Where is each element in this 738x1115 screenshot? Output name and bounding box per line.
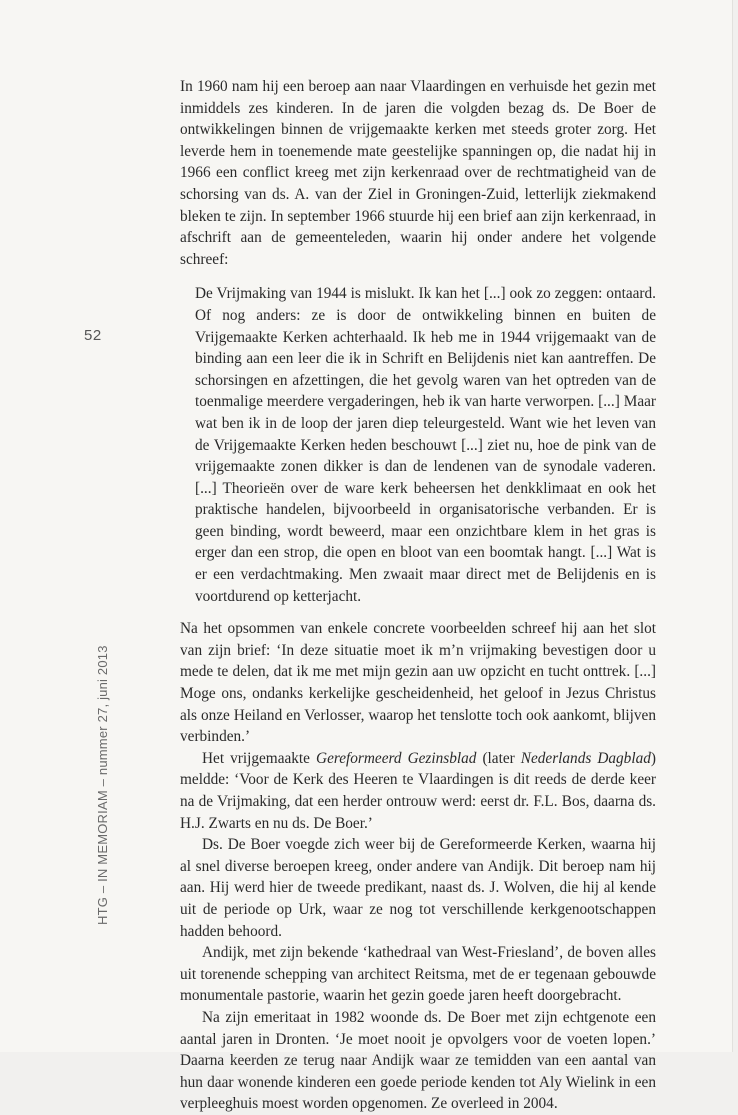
p3-text-a: Het vrijgemaakte — [202, 749, 317, 767]
publication-title-later: Nederlands Dagblad — [520, 749, 651, 767]
paragraph-letter-end: Na het opsommen van enkele concrete voorbeelden schreef hij aan het slot van zijn brief: ‘In deze situatie moet ik m’n vrijmaking bevestigen door u mede te delen, dat ik me met mijn gezin aan uw opzicht en tucht onttrek. [...] Moge ons, ondanks kerkelijke gescheidenheid, het geloof in Jezus Christus als onze Heiland en Verlosser, waarop het tenslotte toch ook aankomt, blijven verbinden.’ — [180, 620, 656, 746]
paragraph-andijk-church: Andijk, met zijn bekende ‘kathedraal van West-Friesland’, de boven alles uit torenende schepping van architect Reitsma, met de er tegenaan gebouwde monumentale pastorie, waarin het gezin goede jaren heeft doorgebracht. — [180, 944, 656, 1005]
page-number: 52 — [84, 327, 102, 344]
paragraph-gezinsblad — [180, 748, 656, 834]
block-quote: De Vrijmaking van 1944 is mislukt. Ik kan het [...] ook zo zeggen: ontaard. Of nog anders: ze is door de ontwikkeling binnen en buiten de Vrijgemaakte Kerken achterhaald. Ik heb me in 1944 vrijgemaakt van de binding aan een leer die ik in Schrift en Belijdenis niet kan aantreffen. De schorsingen en afzettingen, die het gevolg waren van het optreden van de toenmalige meerdere vergaderingen, heb ik van harte verworpen. [...] Maar wat ben ik in de loop der jaren diep teleurgesteld. Want wie het leven van de Vrijgemaakte Kerken heden beschouwt [...] ziet nu, hoe de pink van de vrijgemaakte zonen dikker is dan de lendenen van de synodale vaderen. [...] Theorieën over de ware kerk beheersen het denkklimaat en ook het praktische handelen, bijvoorbeeld in organisatorische verbanden. Er is geen binding, wordt beweerd, maar een onzichtbare klem in het gras is erger dan een strop, die open en bloot van een boomtak hangt. [...] Wat is er een verdachtmaking. Men zwaait maar direct met de Belijdenis en is voortdurend op ketterjacht. — [195, 285, 656, 605]
p3-text-c: ) meldde: ‘Voor de Kerk des Heeren te Vlaardingen is dit reeds de derde keer na de Vrijmaking, dat een herder ontrouw werd: eerst dr. F.L. Bos, daarna ds. H.J. Zwarts en nu ds. De Boer.’ — [180, 749, 656, 832]
running-head: HTG – IN MEMORIAM – nummer 27, juni 2013 — [95, 645, 110, 925]
paragraph-emeritus: Na zijn emeritaat in 1982 woonde ds. De Boer met zijn echtgenote een aantal jaren in Dronten. ‘Je moet nooit je opvolgers voor de voeten lopen.’ Daarna keerden ze terug naar Andijk waar ze temidden van een aantal van hun daar wonende kinderen een goede periode kenden tot Aly Wielink in een verpleeghuis moest worden opgenomen. Ze overleed in 2004. — [180, 1008, 656, 1113]
publication-title: Gereformeerd Gezinsblad — [316, 749, 477, 767]
paragraph-intro: In 1960 nam hij een beroep aan naar Vlaardingen en verhuisde het gezin met inmiddels zes kinderen. In de jaren die volgden bezag ds. De Boer de ontwikkelingen binnen de vrijgemaakte kerken met steeds groter zorg. Het leverde hem in toenemende mate geestelijke spanningen op, die nadat hij in 1966 een conflict kreeg met zijn kerkenraad over de rechtmatigheid van de schorsing van ds. A. van der Ziel in Groningen-Zuid, letterlijk ziekmakend bleken te zijn. In september 1966 stuurde hij een brief aan zijn kerkenraad, in afschrift aan de gemeenteleden, waarin hij onder andere het volgende schreef: — [180, 78, 656, 268]
p3-text-b: (later — [476, 749, 521, 767]
body-text — [180, 76, 656, 1115]
paragraph-andijk-call: Ds. De Boer voegde zich weer bij de Gereformeerde Kerken, waarna hij al snel diverse beroepen kreeg, onder andere van Andijk. Dit beroep nam hij aan. Hij werd hier de tweede predikant, naast ds. J. Wolven, die hij al kende uit de periode op Urk, waar ze nog tot verschillende kerkgenootschappen hadden behoord. — [180, 836, 656, 940]
